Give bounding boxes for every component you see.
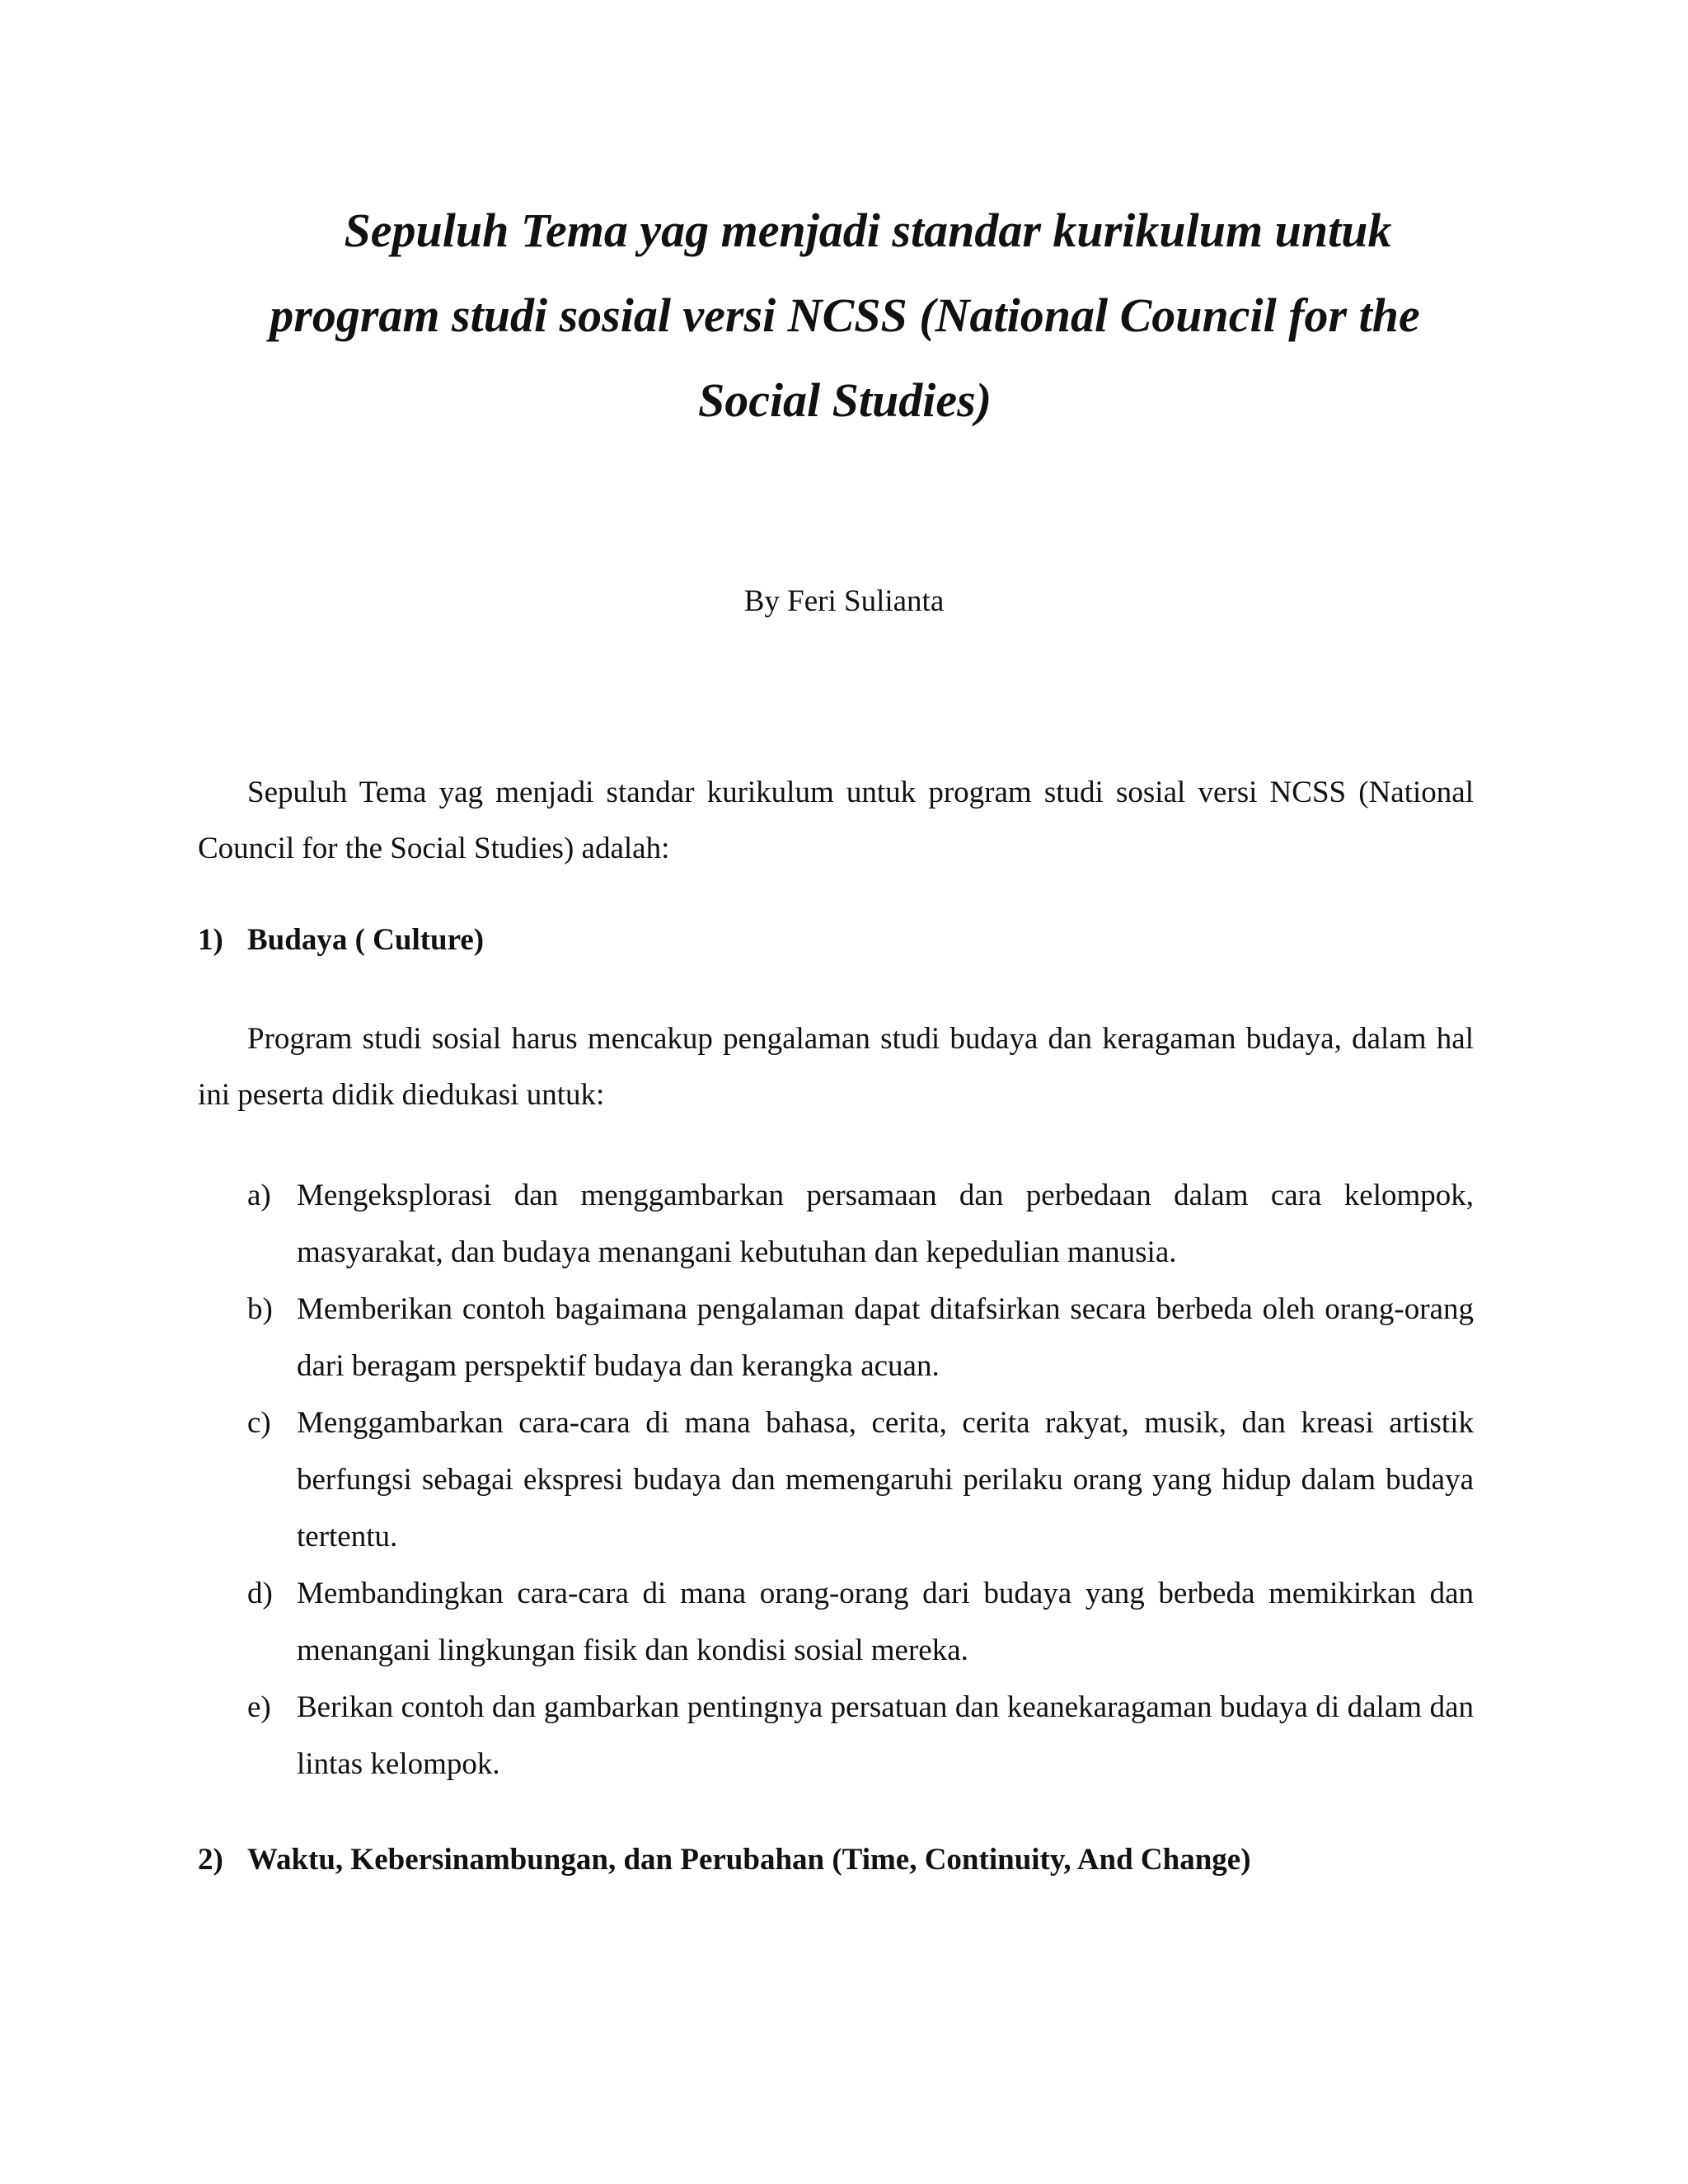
section-1-list: [247, 1167, 1474, 1793]
section-2-heading: [198, 1840, 1517, 1880]
document-title: [198, 188, 1492, 443]
section-1-number: 1): [198, 923, 223, 957]
list-marker-d: d): [247, 1577, 273, 1610]
title-line-2: program studi sosial versi NCSS (National Council for the: [270, 288, 1420, 342]
list-marker-c: c): [247, 1406, 271, 1440]
list-text-a: Mengeksplorasi dan menggambarkan persamaan dan perbedaan dalam cara kelompok, masyarakat, dan budaya menangani kebutuhan dan kepedulian manusia.: [297, 1179, 1474, 1269]
list-text-b: Memberikan contoh bagaimana pengalaman dapat ditafsirkan secara berbeda oleh orang-orang dari beragam perspektif budaya dan kerangka acuan.: [297, 1292, 1474, 1383]
section-1-title: Budaya ( Culture): [247, 923, 485, 957]
list-text-c: Menggambarkan cara-cara di mana bahasa, cerita, cerita rakyat, musik, dan kreasi artistik berfungsi sebagai ekspresi budaya dan memengaruhi perilaku orang yang hidup dalam budaya tertentu.: [297, 1406, 1474, 1554]
list-text-d: Membandingkan cara-cara di mana orang-orang dari budaya yang berbeda memikirkan dan menangani lingkungan fisik dan kondisi sosial mereka.: [297, 1577, 1474, 1667]
intro-paragraph: Sepuluh Tema yag menjadi standar kurikulum untuk program studi sosial versi NCSS (National Council for the Social Studies) adalah:: [198, 776, 1474, 865]
list-item-e: [247, 1679, 1474, 1793]
list-marker-a: a): [247, 1179, 271, 1212]
list-marker-e: e): [247, 1690, 271, 1724]
section-1-paragraph: Program studi sosial harus mencakup pengalaman studi budaya dan keragaman budaya, dalam hal ini peserta didik diedukasi untuk:: [198, 1022, 1474, 1112]
list-item-d: [247, 1565, 1474, 1679]
section-2-number: 2): [198, 1843, 223, 1877]
list-item-b: [247, 1281, 1474, 1394]
list-item-a: [247, 1167, 1474, 1281]
section-1-heading: [198, 921, 1517, 960]
list-marker-b: b): [247, 1292, 273, 1326]
author-byline: By Feri Sulianta: [743, 584, 945, 618]
title-line-1: Sepuluh Tema yag menjadi standar kurikulum untuk: [344, 204, 1392, 257]
list-text-e: Berikan contoh dan gambarkan pentingnya persatuan dan keanekaragaman budaya di dalam dan lintas kelompok.: [297, 1690, 1474, 1781]
list-item-c: [247, 1394, 1474, 1565]
section-2-title: Waktu, Kebersinambungan, dan Perubahan (Time, Continuity, And Change): [247, 1843, 1251, 1877]
title-line-3: Social Studies): [697, 373, 992, 427]
